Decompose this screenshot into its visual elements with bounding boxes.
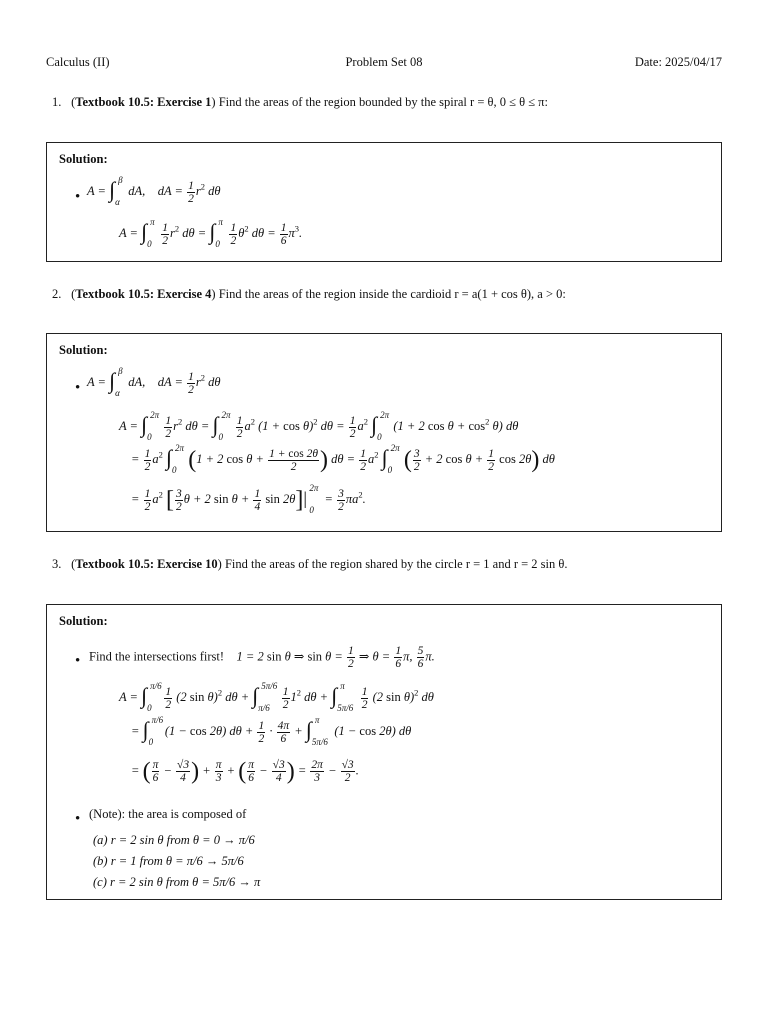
problem-3: 3. (Textbook 10.5: Exercise 10) Find the areas of the region shared by the circle r = 1 and r = 2 sin θ.: [52, 557, 568, 571]
equation: = ∫ π/6 0 (1 − cos 2θ) dθ + $\frac{1}{2}$ · $\frac{4\pi}{6}$ + ∫ π 5π/6 (1 − cos 2θ) dθ: [131, 715, 412, 747]
list-item: (a) r = 2 sin θ from θ = 0 → π/6: [93, 833, 255, 847]
equation: = $\frac{1}{2}$ $a^2$ ∫ 2π 0 (1 + 2 cos θ + $\frac{1 + \cos 2\theta}{2}$ ) dθ = $\frac{1}{2}$ $a^2$ ∫ 2π 0 ( $\frac{3}{2}$ + 2 cos θ + $\frac{1}{2}$ cos 2θ) dθ: [131, 443, 555, 475]
note-text: (Note): the area is composed of: [89, 807, 247, 821]
bullet-icon: •: [75, 189, 81, 205]
solution-box-1: [46, 142, 722, 262]
intersection-line: Find the intersections first! 1 = 2 sin θ ⇒ sin θ = $\frac{1}{2}$ ⇒ θ = $\frac{1}{6}$ π, $\frac{5}{6}$ π.: [89, 645, 435, 670]
problem-text: Find the areas of the region inside the cardioid r = a(1 + cos θ), a > 0:: [218, 287, 566, 301]
solution-title: Solution:: [59, 614, 108, 628]
problem-set-title: Problem Set 08: [345, 55, 423, 69]
equation: A = ∫ β α dA, dA = $\frac{1}{2}$ $r^2$ dθ: [87, 175, 221, 207]
problem-source: Textbook 10.5: Exercise 1: [75, 95, 212, 109]
problem-number: 2.: [52, 287, 62, 301]
problem-text: Find the areas of the region bounded by the spiral r = θ, 0 ≤ θ ≤ π:: [218, 95, 548, 109]
list-item: (b) r = 1 from θ = π/6 → 5π/6: [93, 854, 244, 868]
bullet-icon: •: [75, 653, 81, 669]
problem-number: 3.: [52, 557, 62, 571]
date-label: Date: 2025/04/17: [634, 55, 722, 69]
problem-text: Find the areas of the region shared by the circle r = 1 and r = 2 sin θ.: [224, 557, 568, 571]
solution-title: Solution:: [59, 152, 108, 166]
equation: = $\frac{1}{2}$ $a^2$ [ $\frac{3}{2}$ θ + 2 sin θ + $\frac{1}{4}$ sin 2θ] | 2π 0 = $\frac{3}{2}$ $\pi a^2$.: [131, 483, 366, 515]
equation: A = ∫ β α dA, dA = $\frac{1}{2}$ $r^2$ dθ: [87, 366, 221, 398]
problem-1: 1. (Textbook 10.5: Exercise 1) Find the areas of the region bounded by the spiral r = θ, 0 ≤ θ ≤ π:: [52, 95, 548, 109]
equation: A = ∫ π/6 0 $\frac{1}{2}$ (2 sin θ)$^2$ dθ + ∫ 5π/6 π/6 $\frac{1}{2}$ $1^2$ dθ + ∫ π 5π/6 $\frac{1}{2}$ (2 sin θ)$^2$ dθ: [119, 681, 434, 713]
list-item: (c) r = 2 sin θ from θ = 5π/6 → π: [93, 875, 261, 889]
problem-source: Textbook 10.5: Exercise 4: [75, 287, 212, 301]
solution-title: Solution:: [59, 343, 108, 357]
page-header: [46, 55, 722, 73]
bullet-icon: •: [75, 380, 81, 396]
equation: A = ∫ π 0 $\frac{1}{2}$ $r^2$ dθ = ∫ π 0 $\frac{1}{2}$ $\theta^2$ dθ = $\frac{1}{6}$ $\pi^3$.: [119, 217, 303, 249]
intersection-text: Find the intersections first!: [89, 649, 225, 664]
problem-2: 2. (Textbook 10.5: Exercise 4) Find the areas of the region inside the cardioid r = a(1 + cos θ), a > 0:: [52, 287, 566, 301]
bullet-icon: •: [75, 811, 81, 827]
problem-number: 1.: [52, 95, 62, 109]
solution-box-2: [46, 333, 722, 532]
equation: A = ∫ 2π 0 $\frac{1}{2}$ $r^2$ dθ = ∫ 2π 0 $\frac{1}{2}$ $a^2$ $(1 + \cos \theta)^2$ dθ = $\frac{1}{2}$ $a^2$ ∫ 2π 0 (1 + 2 $\cos \theta + \cos^2 \theta$) dθ: [119, 410, 519, 442]
solution-box-3: [46, 604, 722, 900]
equation: = ( $\frac{\pi}{6}$ − $\frac{√3}{4}$ ) + $\frac{\pi}{3}$ + ( $\frac{\pi}{6}$ − $\frac{√3}{4}$ ) = $\frac{2\pi}{3}$ − $\frac{√3}{2}$ .: [131, 758, 359, 785]
problem-source: Textbook 10.5: Exercise 10: [75, 557, 218, 571]
course-title: Calculus (II): [46, 55, 110, 69]
